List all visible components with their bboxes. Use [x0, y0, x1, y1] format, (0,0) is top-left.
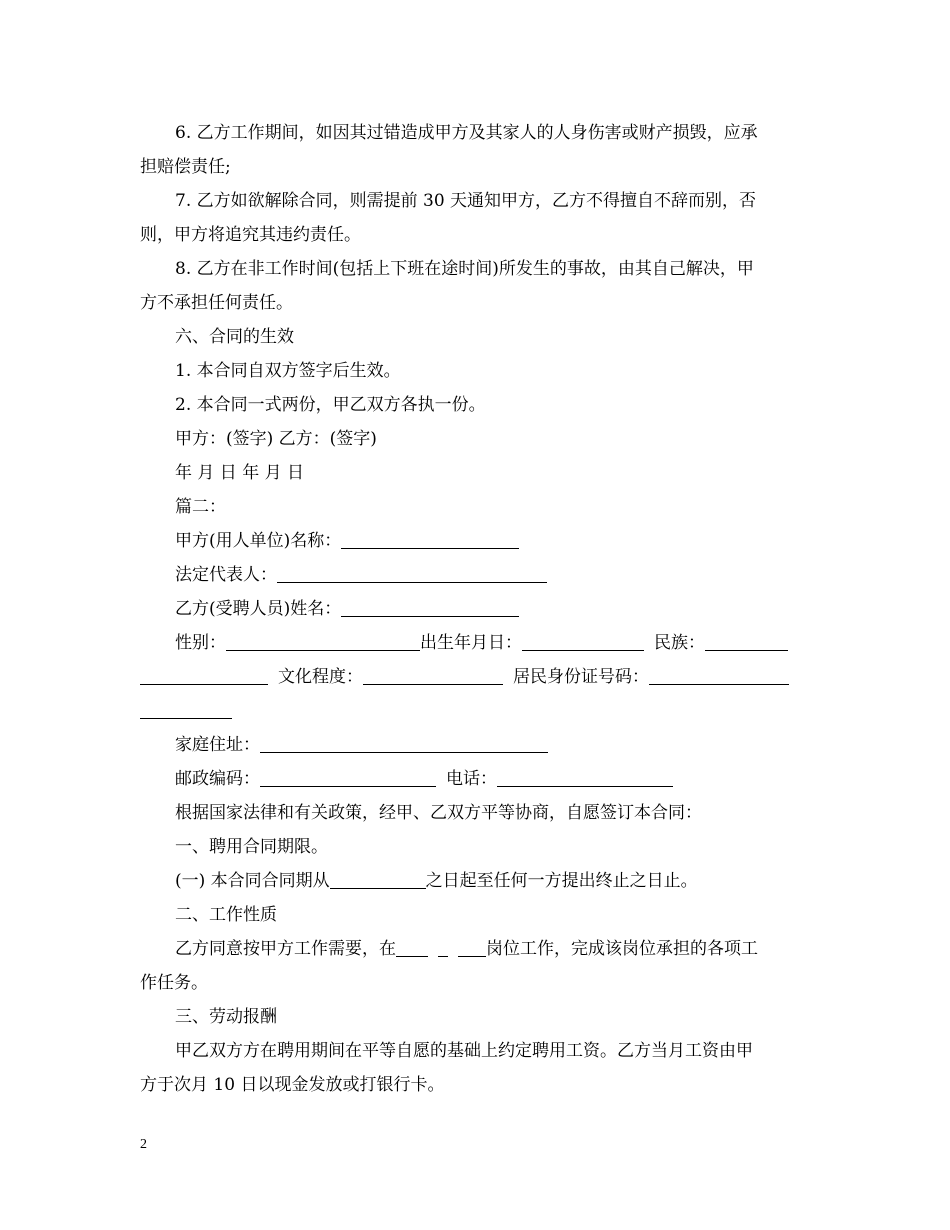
field-label: 文化程度： [278, 667, 363, 687]
clause-text: (一) 本合同合同期从 [175, 871, 330, 891]
fill-blank [140, 666, 268, 685]
fill-blank [438, 938, 448, 957]
paragraph-line: 则，甲方将追究其违约责任。 [140, 225, 361, 245]
page-number: 2 [140, 1137, 147, 1152]
section-heading: 六、合同的生效 [175, 327, 294, 347]
gender-birth-ethnicity-row [140, 626, 812, 660]
id-continuation-row [140, 694, 812, 728]
paragraph-line: 作任务。 [140, 973, 208, 993]
fill-blank [277, 564, 547, 583]
work-nature-clause [140, 932, 812, 966]
clause-text: 之日起至任何一方提出终止之日止。 [425, 871, 698, 891]
section-heading: 二、工作性质 [175, 905, 277, 925]
fill-blank [497, 768, 673, 787]
employee-name-field [140, 592, 812, 626]
clause-text: 岗位工作，完成该岗位承担的各项工 [486, 939, 758, 959]
fill-blank [649, 666, 789, 685]
paragraph-line: 6. 乙方工作期间，如因其过错造成甲方及其家人的人身伤害或财产损毁，应承 [175, 123, 758, 143]
fill-blank [226, 632, 420, 651]
field-label: 电话： [446, 769, 497, 789]
fill-blank [341, 598, 519, 617]
fill-blank [260, 734, 548, 753]
fill-blank [396, 938, 428, 957]
fill-blank [522, 632, 644, 651]
paragraph-line: 甲乙双方方在聘用期间在平等自愿的基础上约定聘用工资。乙方当月工资由甲 [175, 1041, 753, 1061]
fill-blank [363, 666, 503, 685]
fill-blank [260, 768, 436, 787]
paragraph-line: 8. 乙方在非工作时间(包括上下班在途时间)所发生的事故，由其自己解决，甲 [175, 259, 754, 279]
date-line: 年 月 日 年 月 日 [175, 463, 305, 483]
field-label: 民族： [654, 633, 705, 653]
legal-rep-field [140, 558, 812, 592]
fill-blank [140, 700, 232, 719]
field-label: 居民身份证号码： [513, 667, 649, 687]
paragraph-line: 担赔偿责任; [140, 157, 231, 177]
field-label: 乙方(受聘人员)姓名： [175, 599, 342, 619]
fill-blank [330, 870, 426, 889]
field-label: 邮政编码： [175, 769, 260, 789]
signature-line: 甲方：(签字) 乙方：(签字) [175, 429, 377, 449]
fill-blank [341, 530, 519, 549]
field-label: 出生年月日： [420, 633, 522, 653]
paragraph-line: 7. 乙方如欲解除合同，则需提前 30 天通知甲方，乙方不得擅自不辞而别，否 [175, 191, 757, 211]
employer-name-field [140, 524, 812, 558]
paragraph-line: 方不承担任何责任。 [140, 293, 293, 313]
field-label: 性别： [175, 633, 226, 653]
address-field [140, 728, 812, 762]
field-label: 家庭住址： [175, 735, 260, 755]
field-label: 甲方(用人单位)名称： [175, 531, 342, 551]
education-id-row [140, 660, 812, 694]
document-page [140, 116, 812, 1102]
section-heading: 三、劳动报酬 [175, 1007, 277, 1027]
fill-blank [458, 938, 486, 957]
fill-blank [705, 632, 788, 651]
clause: 2. 本合同一式两份，甲乙双方各执一份。 [175, 395, 486, 415]
paragraph-line: 方于次月 10 日以现金发放或打银行卡。 [140, 1075, 445, 1095]
paragraph-line: 根据国家法律和有关政策，经甲、乙双方平等协商，自愿签订本合同： [175, 803, 702, 823]
part-heading: 篇二： [175, 497, 226, 517]
clause: 1. 本合同自双方签字后生效。 [175, 361, 401, 381]
section-heading: 一、聘用合同期限。 [175, 837, 328, 857]
clause-text: 乙方同意按甲方工作需要，在 [175, 939, 396, 959]
postcode-phone-row [140, 762, 812, 796]
term-clause [140, 864, 812, 898]
field-label: 法定代表人： [175, 565, 277, 585]
